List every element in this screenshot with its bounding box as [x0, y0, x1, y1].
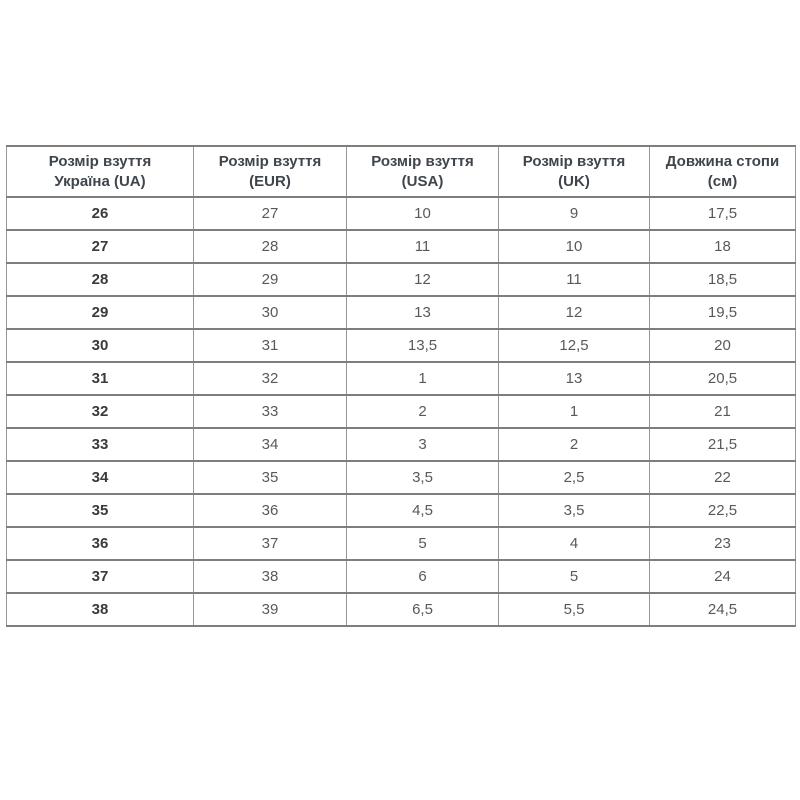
- cell-cm: 17,5: [650, 197, 796, 230]
- header-eur: [194, 146, 347, 197]
- table-row: [7, 560, 796, 593]
- header-usa-line2: (USA): [401, 172, 444, 190]
- cell-ua: 30: [7, 329, 194, 362]
- cell-ua: 32: [7, 395, 194, 428]
- cell-uk: 3,5: [499, 494, 650, 527]
- cell-cm: 22: [650, 461, 796, 494]
- cell-eur: 38: [194, 560, 347, 593]
- cell-ua: 29: [7, 296, 194, 329]
- table-row: [7, 593, 796, 626]
- cell-ua: 38: [7, 593, 194, 626]
- cell-uk: 10: [499, 230, 650, 263]
- cell-ua: 31: [7, 362, 194, 395]
- cell-eur: 37: [194, 527, 347, 560]
- cell-cm: 18: [650, 230, 796, 263]
- header-usa: [347, 146, 499, 197]
- cell-usa: 11: [347, 230, 499, 263]
- header-cm: [650, 146, 796, 197]
- cell-eur: 31: [194, 329, 347, 362]
- cell-usa: 10: [347, 197, 499, 230]
- cell-cm: 21: [650, 395, 796, 428]
- cell-ua: 33: [7, 428, 194, 461]
- cell-usa: 5: [347, 527, 499, 560]
- cell-usa: 3: [347, 428, 499, 461]
- header-row: [7, 146, 796, 197]
- cell-uk: 9: [499, 197, 650, 230]
- cell-uk: 2,5: [499, 461, 650, 494]
- cell-ua: 37: [7, 560, 194, 593]
- cell-usa: 6: [347, 560, 499, 593]
- header-uk-line2: (UK): [558, 172, 590, 190]
- header-eur-line1: Розмір взуття: [218, 152, 322, 170]
- cell-cm: 21,5: [650, 428, 796, 461]
- cell-uk: 11: [499, 263, 650, 296]
- cell-uk: 12,5: [499, 329, 650, 362]
- cell-cm: 24,5: [650, 593, 796, 626]
- cell-eur: 35: [194, 461, 347, 494]
- cell-cm: 22,5: [650, 494, 796, 527]
- cell-uk: 1: [499, 395, 650, 428]
- cell-usa: 4,5: [347, 494, 499, 527]
- cell-uk: 12: [499, 296, 650, 329]
- table-row: [7, 461, 796, 494]
- cell-eur: 29: [194, 263, 347, 296]
- table-row: [7, 296, 796, 329]
- cell-uk: 4: [499, 527, 650, 560]
- cell-ua: 27: [7, 230, 194, 263]
- cell-eur: 30: [194, 296, 347, 329]
- cell-cm: 20: [650, 329, 796, 362]
- cell-eur: 36: [194, 494, 347, 527]
- cell-cm: 24: [650, 560, 796, 593]
- header-cm-line1: Довжина стопи: [665, 152, 780, 170]
- table-row: [7, 428, 796, 461]
- cell-uk: 5,5: [499, 593, 650, 626]
- cell-usa: 12: [347, 263, 499, 296]
- cell-eur: 33: [194, 395, 347, 428]
- header-ua-line2: Україна (UA): [54, 172, 146, 190]
- shoe-size-table-container: [6, 145, 795, 627]
- cell-cm: 19,5: [650, 296, 796, 329]
- cell-uk: 2: [499, 428, 650, 461]
- table-row: [7, 362, 796, 395]
- cell-usa: 3,5: [347, 461, 499, 494]
- cell-eur: 28: [194, 230, 347, 263]
- cell-cm: 23: [650, 527, 796, 560]
- table-row: [7, 263, 796, 296]
- cell-ua: 26: [7, 197, 194, 230]
- header-usa-line1: Розмір взуття: [371, 152, 474, 170]
- header-ua-line1: Розмір взуття: [48, 152, 152, 170]
- header-uk-line1: Розмір взуття: [522, 152, 626, 170]
- cell-ua: 34: [7, 461, 194, 494]
- header-ua: [7, 146, 194, 197]
- cell-ua: 36: [7, 527, 194, 560]
- cell-usa: 13,5: [347, 329, 499, 362]
- cell-cm: 20,5: [650, 362, 796, 395]
- cell-eur: 27: [194, 197, 347, 230]
- table-row: [7, 329, 796, 362]
- cell-usa: 13: [347, 296, 499, 329]
- table-row: [7, 395, 796, 428]
- table-row: [7, 494, 796, 527]
- cell-cm: 18,5: [650, 263, 796, 296]
- cell-eur: 39: [194, 593, 347, 626]
- table-row: [7, 527, 796, 560]
- header-uk: [499, 146, 650, 197]
- table-row: [7, 230, 796, 263]
- table-row: [7, 197, 796, 230]
- header-cm-line2: (см): [707, 172, 738, 190]
- cell-eur: 34: [194, 428, 347, 461]
- cell-eur: 32: [194, 362, 347, 395]
- header-eur-line2: (EUR): [249, 172, 291, 190]
- cell-usa: 6,5: [347, 593, 499, 626]
- cell-uk: 13: [499, 362, 650, 395]
- cell-usa: 1: [347, 362, 499, 395]
- cell-ua: 35: [7, 494, 194, 527]
- cell-ua: 28: [7, 263, 194, 296]
- shoe-size-table: [6, 145, 796, 627]
- cell-uk: 5: [499, 560, 650, 593]
- cell-usa: 2: [347, 395, 499, 428]
